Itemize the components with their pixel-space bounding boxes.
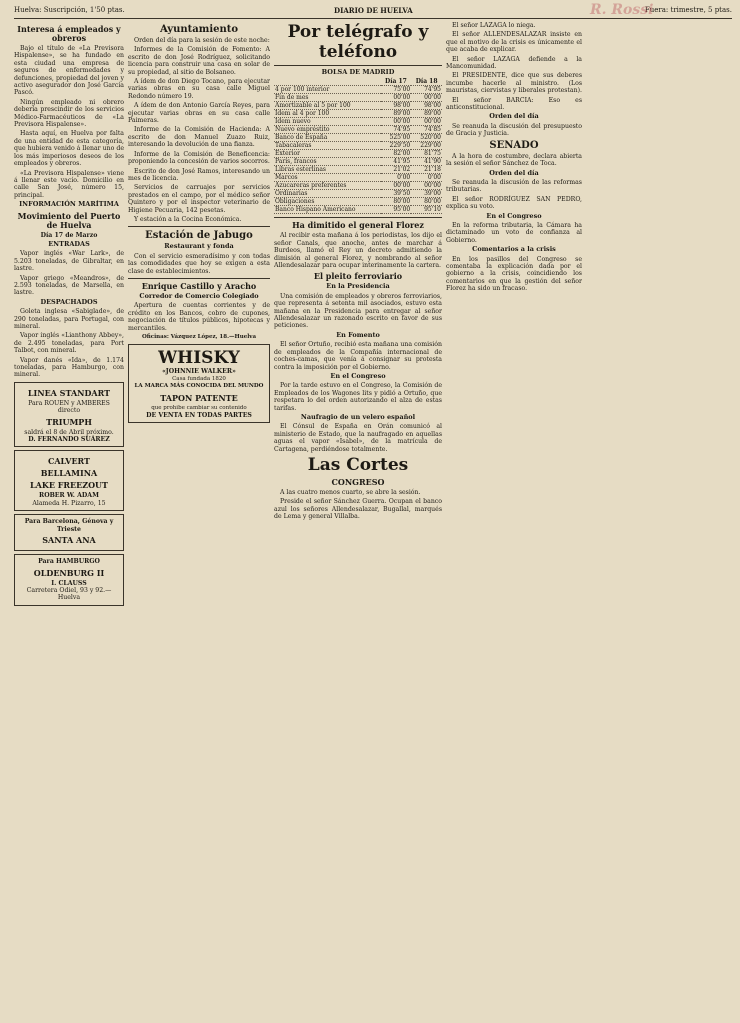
stock-row (274, 94, 442, 102)
stock-value: 0'00 (411, 174, 442, 182)
paragraph: Vapor inglés «Lianthony Abbey», de 2.495 toneladas, para Port Talbot, con mineral. (14, 332, 124, 355)
day-header: Día 17 (381, 78, 412, 86)
venta-line: DE VENTA EN TODAS PARTES (146, 412, 252, 420)
paragraph: Hasta aquí, en Huelva por falta de una entidad de esta categoría, que hubiera venido á llenar uno de los más imperiosos deseos de los empleados y obreros. (14, 130, 124, 168)
ad-subtitle: Corredor de Comercio Colegiado (139, 291, 259, 300)
column-3 (274, 22, 442, 1017)
ad-address: Oficinas: Vázquez López, 18.—Huelva (141, 334, 257, 340)
stock-value: 21'02 (381, 166, 412, 174)
agent-address: Alameda H. Pizarro, 15 (32, 499, 106, 507)
paragraph: A la hora de costumbre, declara abierta la sesión el señor Sánchez de Toca. (446, 152, 582, 168)
paragraph: Preside el señor Sánchez Guerra. Ocupan el banco azul los señores Allendesalazar, Bugallal, marqués de Lema y general Villalba. (274, 498, 442, 521)
paragraph: El señor BARCIA: Eso es anticonstitucional. (446, 96, 582, 112)
paragraph: Vapor griego «Meandros», de 2.593 toneladas, de Marsella, en lastre. (14, 274, 124, 297)
stock-value: 00'00 (411, 182, 442, 190)
paragraph: Informe de la Comisión de Hacienda: A escrito de don Manuel Zuazo Ruiz, interesando la devolución de una fianza. (128, 126, 270, 149)
subscription-price: Huelva: Suscripción, 1'50 ptas. (14, 6, 125, 14)
stock-value: 229'00 (411, 142, 442, 150)
stock-name: Nuevo empréstito (274, 126, 381, 134)
shipping-ad (14, 450, 124, 511)
paragraph: Bajo el título de «La Previsora Hispalense», se ha fundado en esta ciudad una empresa de seguros de enfermedades y defunciones, propiedad del joven y activo asegurador don José García Pascó. (14, 45, 124, 97)
stock-value: 98'00 (381, 102, 412, 110)
stock-name: 4 por 100 interior (274, 86, 381, 94)
stock-name: Banco Hispano Americano (274, 206, 381, 214)
stock-name: Tabacaleras (274, 142, 381, 150)
paragraph: Al recibir esta mañana á los periodistas, los dijo el señor Canals, que anoche, antes de marchar á Burdeos, llamó el Rey un decreto admitiendo la dimisión al general Florez, y nombrando al señor Allendesalazar para ocupar interinamente la cartera. (274, 232, 442, 270)
subhead: En el Congreso (486, 211, 542, 220)
stock-name: Libras esterlinas (274, 166, 381, 174)
stock-row (274, 190, 442, 198)
paragraph: El señor ALLENDESALAZAR insiste en que el motivo de la crisis es únicamente el que acaba de explicar. (446, 31, 582, 54)
stock-table (274, 78, 442, 214)
stock-name: Exterior (274, 150, 381, 158)
stock-value: 00'00 (411, 118, 442, 126)
stock-value: 98'00 (411, 102, 442, 110)
tapon-sub: que prohibe cambiar su contenido (151, 404, 247, 411)
ship-name: LAKE FREEZOUT (30, 480, 108, 491)
whisky-line: LA MARCA MÁS CONOCIDA DEL MUNDO (134, 383, 264, 390)
ship-name: TRIUMPH (46, 416, 92, 427)
stock-value: 89'00 (381, 110, 412, 118)
whisky-date: Casa fundada 1820 (172, 375, 226, 382)
section-label: INFORMACIÓN MARÍTIMA (19, 200, 119, 209)
paragraph: A ídem de don Antonio García Reyes, para ejecutar varias obras en su casa calle Paimeras. (128, 102, 270, 125)
day-header: Día 18 (411, 78, 442, 86)
stock-value: 80'00 (411, 198, 442, 206)
stock-value: 21'18 (411, 166, 442, 174)
paragraph: Se reanuda la discusión de las reformas tributarias. (446, 178, 582, 194)
bolsa-title: BOLSA DE MADRID (321, 68, 395, 76)
ship-name: OLDENBURG II (33, 567, 105, 578)
tapon-title: TAPON PATENTE (160, 392, 238, 403)
paragraph: Servicios de carruajes por servicios prestados en el campo, por el médico señor Quintero y por el inspector veterinario de Higiene Pecuaria, 142 pesetas. (128, 184, 270, 214)
paragraph: Una comisión de empleados y obreros ferroviarios, que representa á setenta mil asociados, estuvo esta mañana en la Presidencia para entregar al señor Allendesalazar un razonado escrito en favor de sus peticiones. (274, 292, 442, 330)
paragraph: Y estación a la Cocina Económica. (134, 215, 242, 223)
stock-value: 0'00 (381, 174, 412, 182)
paragraph: Se reanuda la discusión del presupuesto de Gracia y Justicia. (446, 122, 582, 138)
paragraph: El señor LAZAGA defiende a la Mancomunidad. (446, 55, 582, 71)
stock-value: 80'00 (381, 198, 412, 206)
subhead: En la Presidencia (326, 282, 390, 291)
stock-row (274, 166, 442, 174)
newspaper-title: DIARIO DE HUELVA (334, 6, 413, 15)
stock-row (274, 110, 442, 118)
stock-value: 74'95 (411, 86, 442, 94)
stock-row (274, 158, 442, 166)
stock-name: Banco de España (274, 134, 381, 142)
paragraph: «La Previsora Hispalense» viene á llenar este vacío. Domicilio en calle San José, número 15, principal. (14, 169, 124, 199)
paragraph: Apertura de cuentas corrientes y de crédito en los Bancos, cobro de cupones, negociación de títulos públicos, hipotecas y mercantiles. (128, 302, 270, 332)
stock-name: Amortizable al 5 por 100 (274, 102, 381, 110)
paragraph: A las cuatro menos cuarto, se abre la sesión. (280, 488, 421, 496)
stock-value: 74'85 (411, 126, 442, 134)
stock-value: 00'00 (411, 94, 442, 102)
stock-row (274, 86, 442, 94)
subhead: CONGRESO (331, 476, 385, 487)
stock-value: 74'95 (381, 126, 412, 134)
ad-title: Estación de Jabugo (145, 230, 253, 242)
shipping-ad (14, 514, 124, 551)
article-title: El pleito ferroviario (313, 271, 403, 282)
date: Día 17 de Marzo (40, 231, 98, 239)
paragraph: Orden del día para la sesión de este noche: (134, 37, 270, 44)
stock-name: Ídem nuevo (274, 118, 381, 126)
article-title: Interesa á empleados y obreros (17, 24, 121, 43)
paragraph: Informe de la Comisión de Beneficencia: proponiendo la concesión de varios socorros. (128, 150, 270, 166)
paragraph: A ídem de don Diego Tocano, para ejecutar varias obras en su casa calle Miguel Redondo número 19. (128, 78, 270, 100)
stock-name: Fin de mes (274, 94, 381, 102)
stock-value: 39'00 (411, 190, 442, 198)
subhead: En Fomento (336, 330, 380, 339)
article-title: Ayuntamiento (159, 24, 239, 35)
article-title: Movimiento del Puerto de Huelva (17, 210, 121, 230)
paragraph: El PRESIDENTE, dice que sus deberes incumbe hacerle al ministro. (Los mauristas, ciervistas y liberales protestan). (446, 72, 582, 95)
subhead: Orden del día (489, 168, 539, 177)
agent-name: ROBER W. ADAM (39, 492, 99, 500)
stock-value: 00'00 (381, 182, 412, 190)
stock-row (274, 118, 442, 126)
route: Para HAMBURGO (38, 558, 100, 566)
shipping-ad (14, 382, 124, 448)
ship-name: SANTA ANA (42, 535, 96, 546)
whisky-ad (128, 344, 270, 423)
stock-row (274, 174, 442, 182)
column-2 (128, 22, 270, 1017)
paragraph: El Cónsul de España en Orán comunicó al ministerio de Estado, que la naufragado en aquellas aguas el vapor «Isabel», de la matrícula de Cartagena, perdiéndose totalmente. (274, 423, 442, 453)
stock-value: 41'90 (411, 158, 442, 166)
divider (128, 226, 270, 227)
paragraph: Escrito de don José Ramos, interesando un mes de licencia. (128, 167, 270, 182)
paragraph: Vapor danés «Ida», de 1.174 toneladas, para Hamburgo, con mineral. (14, 356, 124, 379)
outside-price: Fuera: trimestre, 5 ptas. (644, 6, 732, 14)
stock-value: 82'00 (381, 150, 412, 158)
ad-subtitle: Restaurant y fonda (164, 242, 234, 251)
subhead: En el Congreso (330, 371, 386, 380)
stock-value: 520'00 (411, 134, 442, 142)
stock-name: Azucareras preferentes (274, 182, 381, 190)
stock-value: 89'00 (411, 110, 442, 118)
ad-title: Enrique Castillo y Aracho (141, 280, 257, 291)
route: Para Barcelona, Génova y Trieste (24, 518, 114, 533)
agent-name: I. CLAUSS (51, 579, 87, 587)
divider (128, 278, 270, 279)
subhead: Naufragio de un velero español (300, 412, 416, 421)
stock-name: Obligaciones (274, 198, 381, 206)
stock-row (274, 134, 442, 142)
divider (274, 217, 442, 218)
stock-value: 00'00 (381, 118, 412, 126)
agent-name: D. FERNANDO SUÁREZ (28, 436, 110, 444)
stock-value: 75'00 (381, 86, 412, 94)
stock-row (274, 206, 442, 214)
stock-row (274, 150, 442, 158)
stock-value: 95'00 (381, 206, 412, 214)
paragraph: Por la tarde estuvo en el Congreso, la Comisión de Empleados de los Wagones lits y pidió a Ortuño, que respetara lo del orden autorizando el alza de estas tarifas. (274, 382, 442, 412)
stock-row (274, 198, 442, 206)
main-headline: Por telégrafo y teléfono (287, 22, 429, 62)
paragraph: Goleta inglesa «Sabiglade», de 290 toneladas, para Portugal, con mineral. (14, 308, 124, 330)
stock-value: 41'95 (381, 158, 412, 166)
shipping-ad (14, 554, 124, 606)
stock-value: 00'00 (381, 94, 412, 102)
stock-name: Ídem al 4 por 100 (274, 110, 381, 118)
line-sub: Para ROUEN y AMBERES directo (28, 399, 110, 415)
paragraph: En la reforma tributaria, la Cámara ha dictaminado un voto de confianza al Gobierno. (446, 221, 582, 244)
paragraph: El señor Ortuño, recibió esta mañana una comisión de empleados de la Compañía internacional de coches-camas, que venía á consignar su protesta contra la imposición por el Gobierno. (274, 341, 442, 371)
subhead: Comentarios a la crisis (472, 245, 556, 254)
stock-row (274, 102, 442, 110)
paragraph: Vapor inglés «War Lark», de 5.203 toneladas, de Gibraltar, en lastre. (14, 250, 124, 273)
divider (274, 65, 442, 66)
stock-row (274, 182, 442, 190)
stock-value: 39'50 (381, 190, 412, 198)
paragraph: En los pasillos del Congreso se comentaba la explicación dada por el gobierno a la crisis, coincidiendo los comentarios en que la gestión del señor Florez ha sido un fracaso. (446, 255, 582, 293)
ship-info: saldrá el 8 de Abril próximo. (24, 428, 114, 436)
subhead: Orden del día (489, 112, 539, 121)
stock-name: París, francos (274, 158, 381, 166)
ship-name: BELLAMINA (40, 468, 98, 479)
stock-value: 229'50 (381, 142, 412, 150)
stock-name: Marcos (274, 174, 381, 182)
paragraph: Informes de la Comisión de Fomento: A escrito de don José Rodríguez, solicitando licencia para construir una casa en solar de su propiedad, al sitio de Bolsaneo. (128, 46, 270, 76)
agent-address: Carretera Odiel, 93 y 92.—Huelva (26, 586, 112, 602)
column-4 (446, 22, 582, 1017)
paragraph: El señor LAZAGA lo niega. (452, 22, 536, 29)
article-title: SENADO (489, 139, 539, 151)
line-title: LINEA STANDART (27, 387, 111, 398)
column-1 (14, 22, 124, 1017)
paragraph: Ningún empleado ni obrero debería prescindir de los servicios Médico-Farmacéuticos de «La Previsora Hispalense». (14, 98, 124, 129)
paragraph: El señor RODRÍGUEZ SAN PEDRO, explica su voto. (446, 195, 582, 211)
stock-value: 81'75 (411, 150, 442, 158)
stock-row (274, 126, 442, 134)
ship-name: CALVERT (47, 456, 90, 467)
whisky-brand: «JOHNNIE WALKER» (162, 368, 236, 376)
article-title: Ha dimitido el general Florez (292, 220, 424, 231)
stock-value: 95'10 (411, 206, 442, 214)
handwritten-stamp: R. Rossi (590, 2, 654, 18)
stock-row (274, 142, 442, 150)
article-title: Las Cortes (307, 454, 409, 475)
subhead: ENTRADAS (48, 239, 90, 248)
stock-value: 525'00 (381, 134, 412, 142)
stock-name: Ordinarias (274, 190, 381, 198)
whisky-title: WHISKY (158, 348, 240, 369)
paragraph: Con el servicio esmeradísimo y con todas las comodidades que hoy se exigen a esta clase de establecimientos. (128, 252, 270, 275)
subhead: DESPACHADOS (40, 297, 98, 306)
